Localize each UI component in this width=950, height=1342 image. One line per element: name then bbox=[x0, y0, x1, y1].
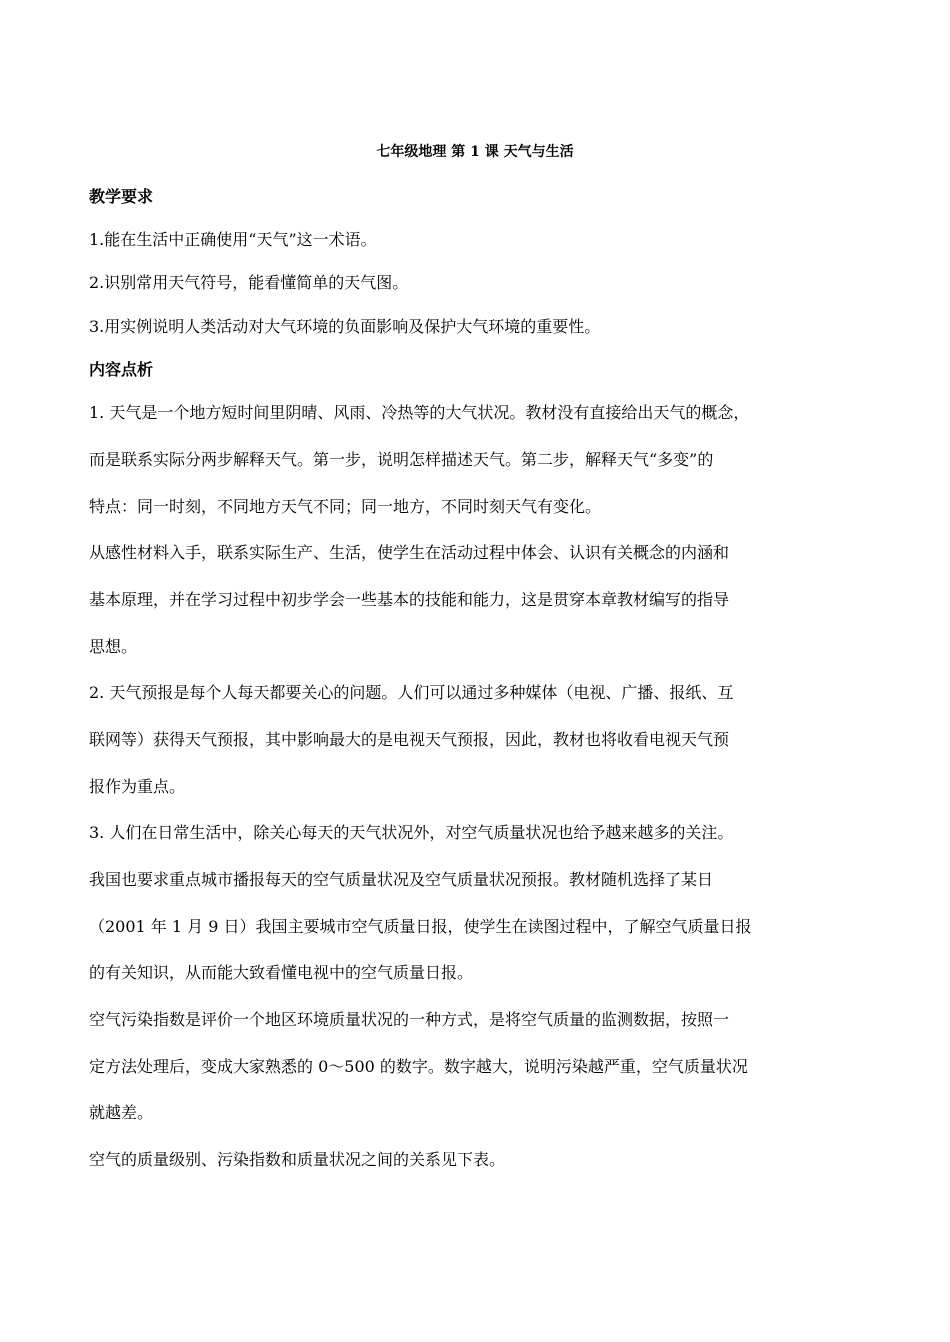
paragraph-line: 2. 天气预报是每个人每天都要关心的问题。人们可以通过多种媒体（电视、广播、报纸、互 bbox=[89, 683, 734, 702]
paragraph-line: 联网等）获得天气预报，其中影响最大的是电视天气预报，因此，教材也将收看电视天气预 bbox=[89, 730, 730, 749]
paragraph-line: 我国也要求重点城市播报每天的空气质量状况及空气质量状况预报。教材随机选择了某日 bbox=[89, 870, 714, 889]
paragraph-line: 思想。 bbox=[89, 637, 138, 656]
paragraph-line: 就越差。 bbox=[89, 1103, 154, 1122]
paragraph-line: 空气污染指数是评价一个地区环境质量状况的一种方式，是将空气质量的监测数据，按照一 bbox=[89, 1010, 730, 1029]
requirement-item-3: 3.用实例说明人类活动对大气环境的负面影响及保护大气环境的重要性。 bbox=[89, 317, 601, 336]
paragraph-line: 定方法处理后，变成大家熟悉的 0～500 的数字。数字越大，说明污染越严重，空气质量状况 bbox=[89, 1057, 748, 1076]
paragraph-line: 而是联系实际分两步解释天气。第一步，说明怎样描述天气。第二步，解释天气“多变”的 bbox=[89, 450, 714, 469]
paragraph-line: 1. 天气是一个地方短时间里阴晴、风雨、冷热等的大气状况。教材没有直接给出天气的概念， bbox=[89, 403, 750, 422]
paragraph-line: 特点：同一时刻，不同地方天气不同；同一地方，不同时刻天气有变化。 bbox=[89, 497, 602, 516]
paragraph-line: 的有关知识，从而能大致看懂电视中的空气质量日报。 bbox=[89, 963, 474, 982]
requirement-item-2: 2.识别常用天气符号，能看懂简单的天气图。 bbox=[89, 273, 409, 292]
section-heading-content-analysis: 内容点析 bbox=[89, 360, 154, 379]
section-heading-teaching-requirements: 教学要求 bbox=[89, 187, 154, 206]
requirement-item-1: 1.能在生活中正确使用“天气”这一术语。 bbox=[89, 230, 377, 249]
paragraph-line: （2001 年 1 月 9 日）我国主要城市空气质量日报，使学生在读图过程中，了解空气质量日报 bbox=[89, 917, 752, 936]
paragraph-line: 空气的质量级别、污染指数和质量状况之间的关系见下表。 bbox=[89, 1150, 506, 1169]
paragraph-line: 从感性材料入手，联系实际生产、生活，使学生在活动过程中体会、认识有关概念的内涵和 bbox=[89, 543, 730, 562]
paragraph-line: 3. 人们在日常生活中，除关心每天的天气状况外，对空气质量状况也给予越来越多的关注。 bbox=[89, 823, 734, 842]
paragraph-line: 基本原理，并在学习过程中初步学会一些基本的技能和能力，这是贯穿本章教材编写的指导 bbox=[89, 590, 730, 609]
paragraph-line: 报作为重点。 bbox=[89, 777, 186, 796]
page-title: 七年级地理 第 1 课 天气与生活 bbox=[376, 144, 574, 160]
